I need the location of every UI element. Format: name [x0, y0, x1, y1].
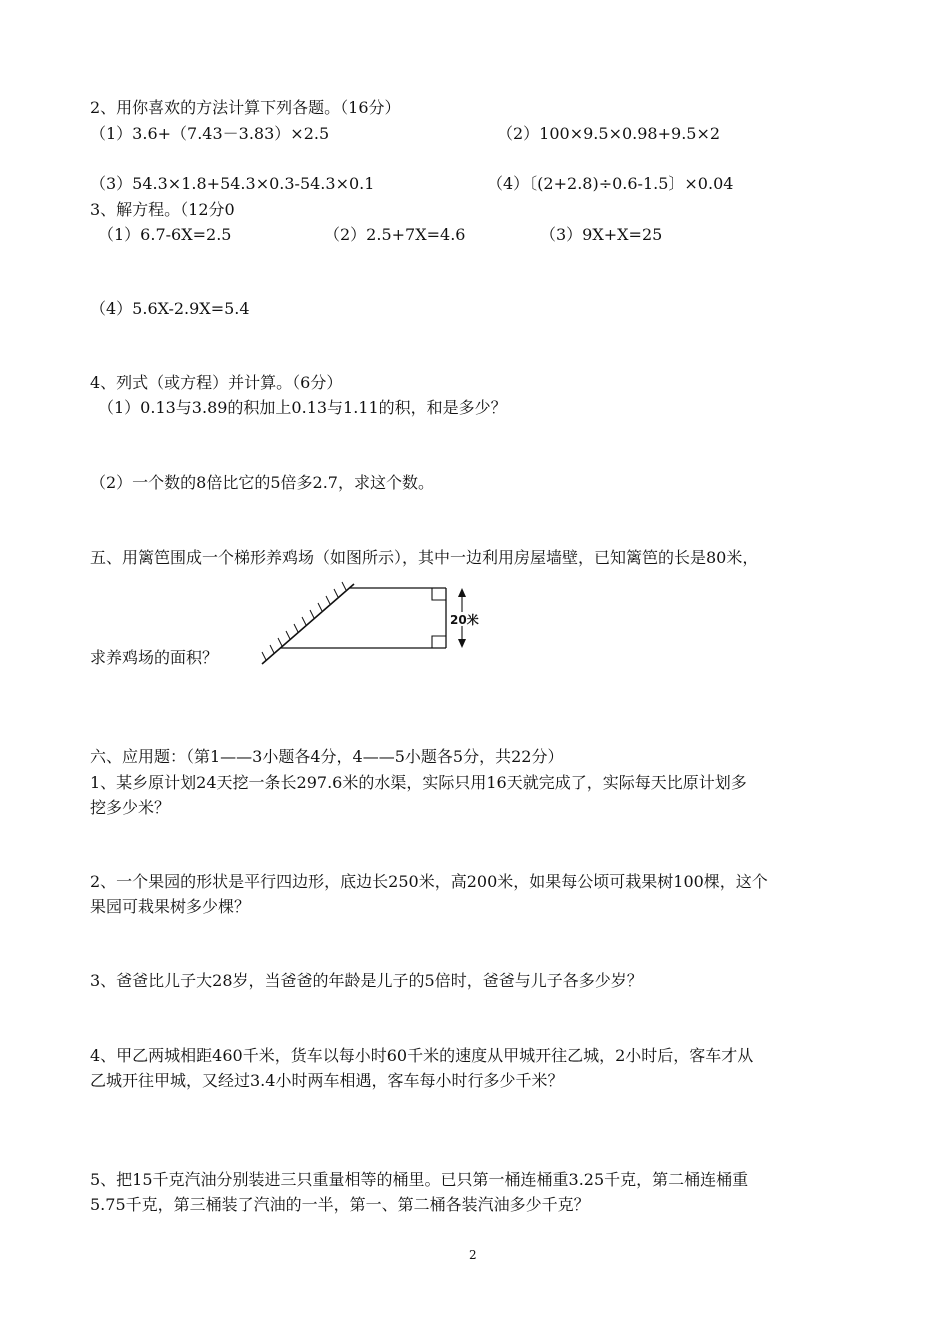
q2-item-3: （3）54.3×1.8+54.3×0.3-54.3×0.1 [90, 174, 375, 193]
q2-item-1: （1）3.6+（7.43－3.83）×2.5 [90, 124, 330, 143]
q6-p3-line-1: 3、爸爸比儿子大28岁，当爸爸的年龄是儿子的5倍时，爸爸与儿子各多少岁？ [90, 971, 643, 990]
q2-item-2: （2）100×9.5×0.98+9.5×2 [497, 124, 721, 143]
trapezoid-figure [256, 578, 486, 668]
height-label: 20米 [450, 613, 479, 627]
q6-p1-line-1: 1、某乡原计划24天挖一条长297.6米的水渠，实际只用16天就完成了，实际每天比原计划多 [90, 773, 747, 792]
q3-heading: 3、解方程。（12分0 [90, 200, 235, 219]
q6-p5-line-1: 5、把15千克汽油分别装进三只重量相等的桶里。已只第一桶连桶重3.25千克，第二桶连桶重 [90, 1170, 749, 1189]
wall-line [262, 584, 354, 664]
q3-item-2: （2）2.5+7X=4.6 [324, 225, 466, 244]
q4-heading: 4、列式（或方程）并计算。（6分） [90, 373, 343, 392]
q3-item-1: （1）6.7-6X=2.5 [98, 225, 232, 244]
right-angle-top [432, 588, 446, 600]
q4-item-2: （2）一个数的8倍比它的5倍多2.7，求这个数。 [90, 473, 434, 492]
q6-p4-line-1: 4、甲乙两城相距460千米，货车以每小时60千米的速度从甲城开往乙城，2小时后，客车才从 [90, 1046, 754, 1065]
q3-item-3: （3）9X+X=25 [540, 225, 663, 244]
q6-p2-line-1: 2、一个果园的形状是平行四边形，底边长250米，高200米，如果每公顷可栽果树100棵，这个 [90, 872, 768, 891]
q6-p2-line-2: 果园可栽果树多少棵？ [90, 897, 251, 916]
q5-line-1: 五、用篱笆围成一个梯形养鸡场（如图所示），其中一边利用房屋墙壁，已知篱笆的长是80米， [90, 548, 759, 567]
q6-p4-line-2: 乙城开往甲城，又经过3.4小时两车相遇，客车每小时行多少千米？ [90, 1071, 564, 1090]
q6-p5-line-2: 5.75千克，第三桶装了汽油的一半，第一、第二桶各装汽油多少千克？ [90, 1195, 590, 1214]
arrow-down-icon [458, 639, 466, 648]
right-angle-bottom [432, 636, 446, 648]
page-number: 2 [469, 1248, 477, 1262]
q6-heading: 六、应用题：（第1——3小题各4分，4——5小题各5分，共22分） [90, 747, 564, 766]
q6-p1-line-2: 挖多少米？ [90, 798, 171, 817]
arrow-up-icon [458, 588, 466, 597]
q2-item-4: （4）〔(2+2.8)÷0.6-1.5〕×0.04 [487, 174, 734, 193]
q5-line-2: 求养鸡场的面积？ [90, 648, 219, 667]
q2-heading: 2、用你喜欢的方法计算下列各题。（16分） [90, 98, 401, 117]
q4-item-1: （1）0.13与3.89的积加上0.13与1.11的积，和是多少？ [98, 398, 507, 417]
q3-item-4: （4）5.6X-2.9X=5.4 [90, 299, 250, 318]
